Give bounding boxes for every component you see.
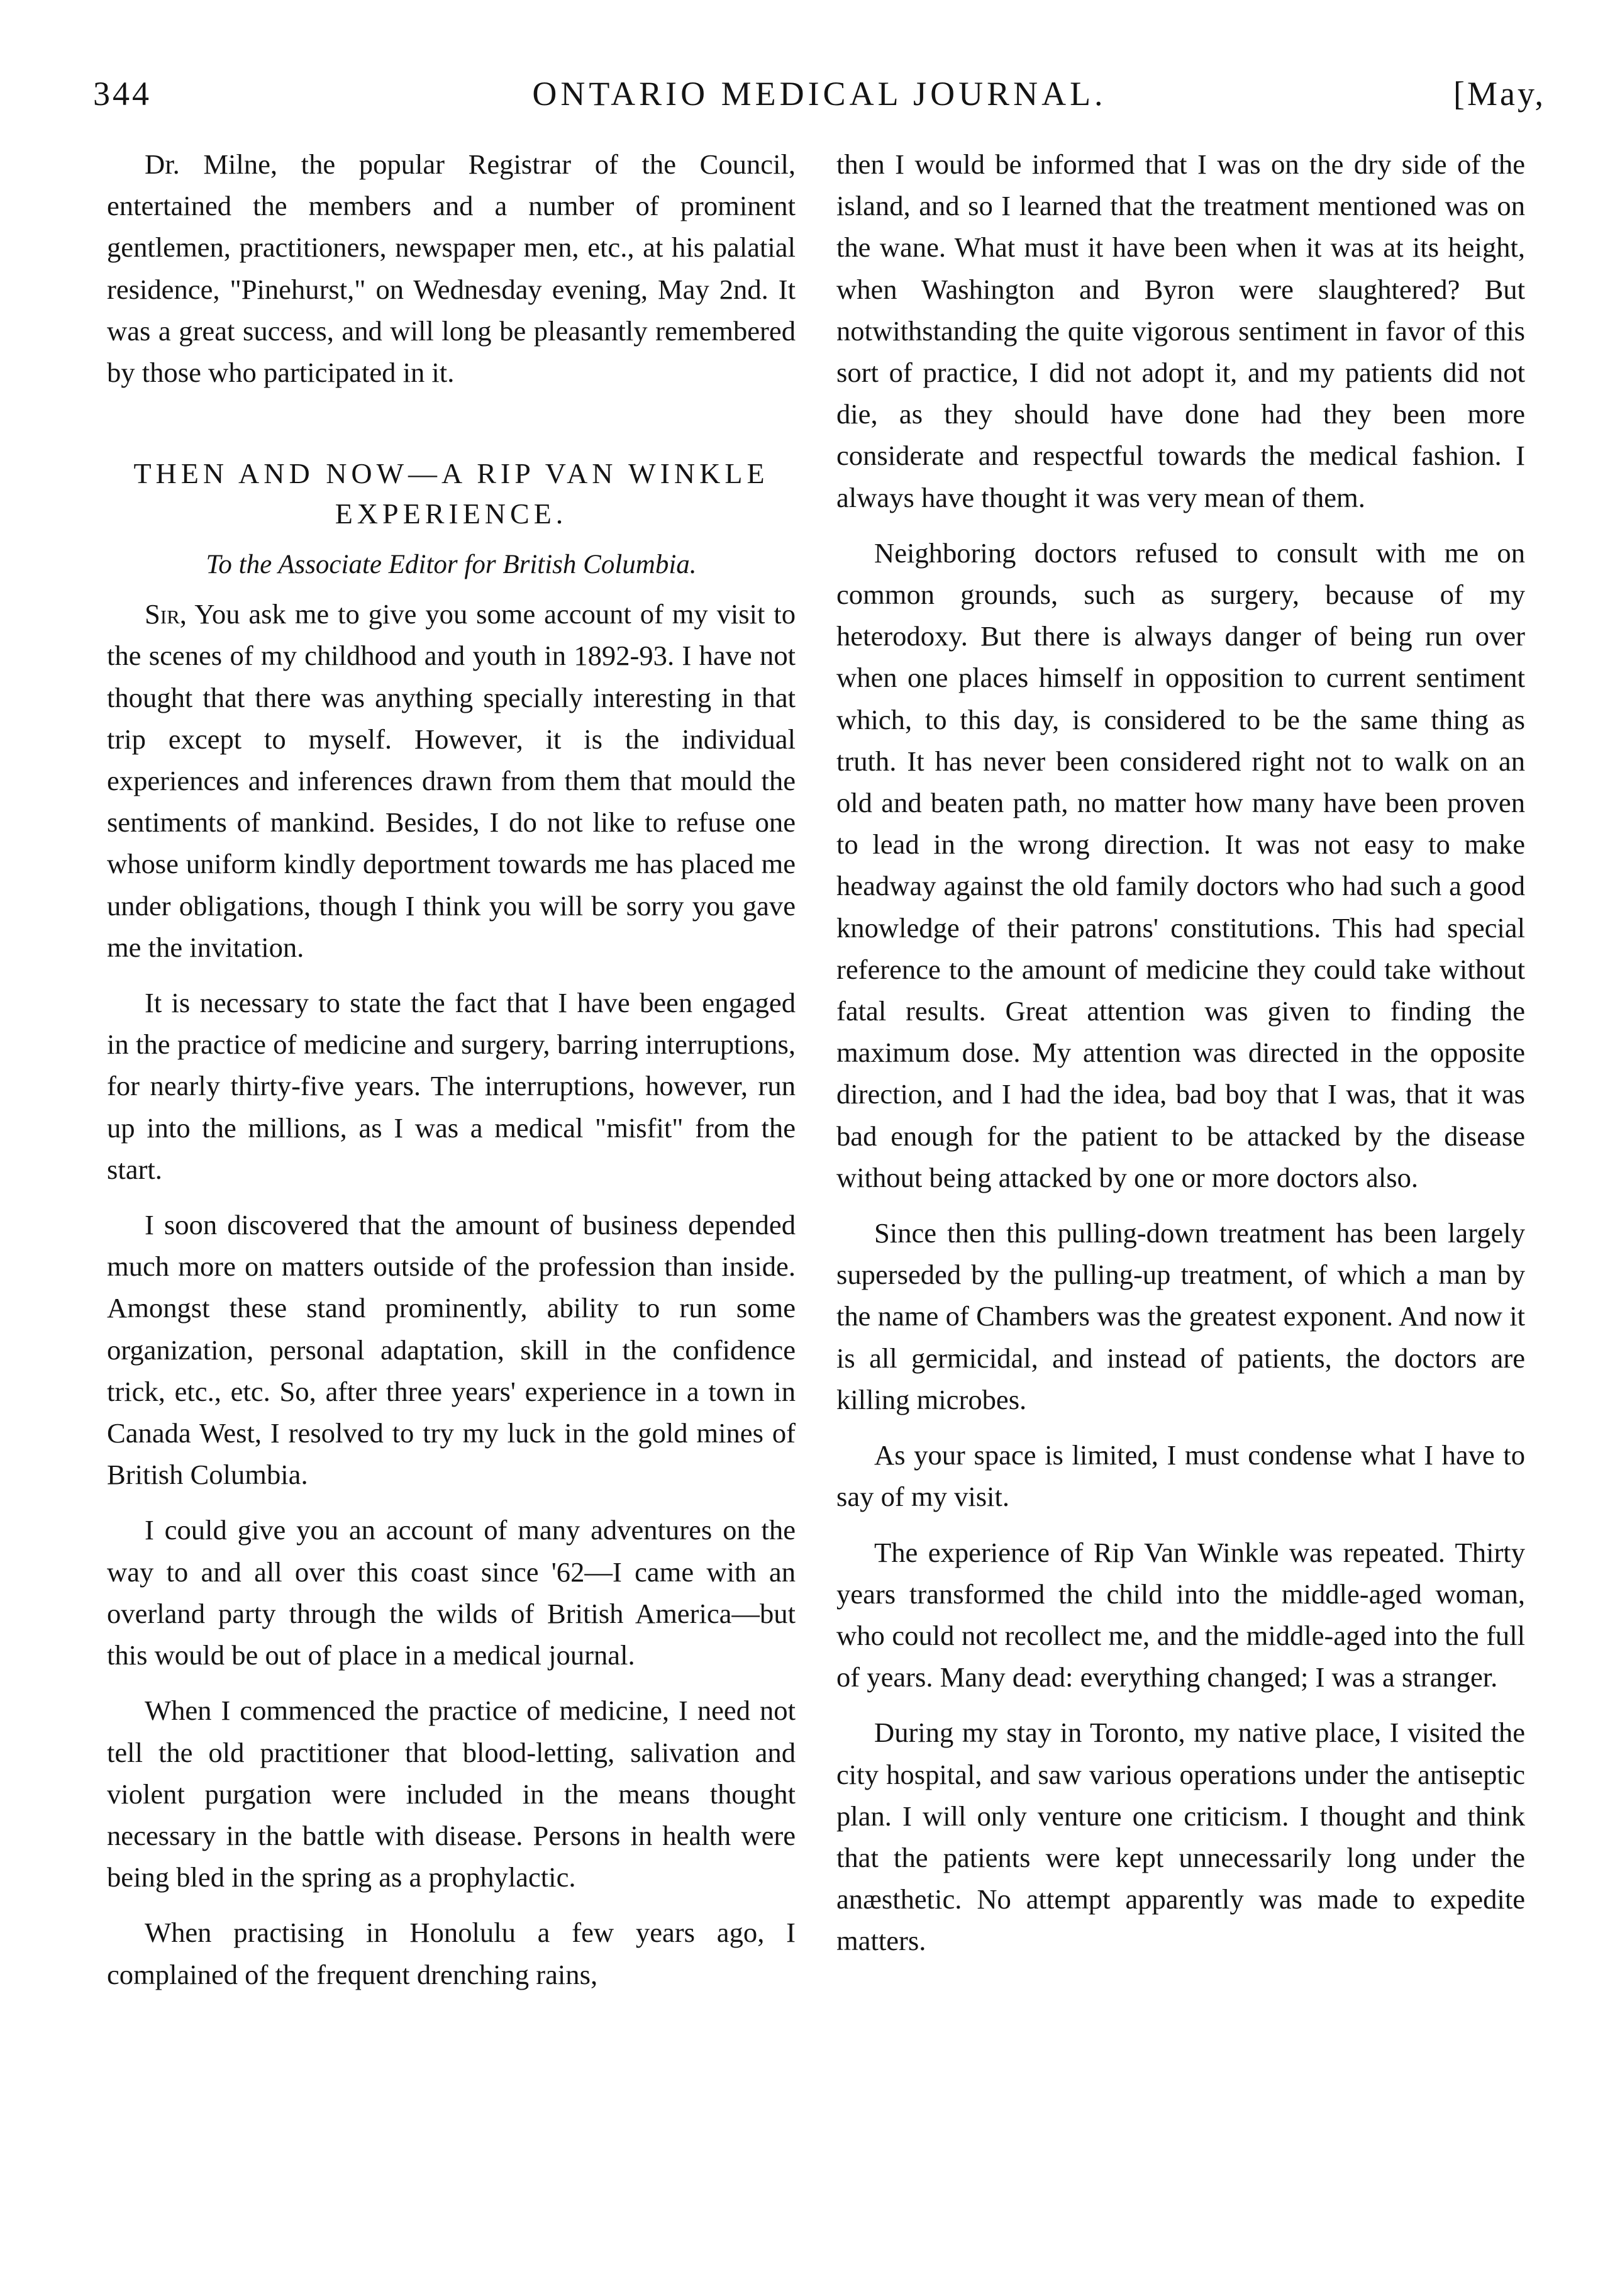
right-column (836, 143, 1525, 1976)
paragraph: I soon discovered that the amount of business depended much more on matters outside of the profession than inside. Amongst these stand prominently, ability to run some organization, personal adaptation, skill in the confidence trick, etc., etc. So, after three years' experience in a town in Canada West, I resolved to try my luck in the gold mines of British Columbia. (107, 1209, 796, 1491)
paragraph-text: You ask me to give you some account of my visit to the scenes of my childhood and youth in 1892-93. I have not thought that there was anything specially interesting in that trip except to myself. However, it is the individual experiences and inferences drawn from them that mould the sentiments of mankind. Besides, I do not like to refuse one whose uniform kindly deportment towards me has placed me under obligations, though I think you will be sorry you gave me the invitation. (107, 598, 796, 963)
paragraph: As your space is limited, I must condense what I have to say of my visit. (836, 1439, 1525, 1513)
paragraph: The experience of Rip Van Winkle was repeated. Thirty years transformed the child into the middle-aged woman, who could not recollect me, and the middle-aged into the full of years. Many dead: everything changed; I was a stranger. (836, 1536, 1525, 1693)
paragraph: When I commenced the practice of medicine, I need not tell the old practitioner that blood-letting, salivation and violent purgation were included in the means thought necessary in the battle with disease. Persons in health were being bled in the spring as a prophylactic. (107, 1695, 796, 1893)
paragraph: then I would be informed that I was on the dry side of the island, and so I learned that the treatment mentioned was on the wane. What must it have been when it was at its height, when Washington and Byron were slaughtered? But notwithstanding the quite vigorous sentiment in favor of this sort of practice, I did not adopt it, and my patients did not die, as they should have done had they been more considerate and respectful towards the medical fashion. I always have thought it was very mean of them. (836, 148, 1525, 513)
paragraph: I could give you an account of many adventures on the way to and all over this coast since '62—I came with an overland party through the wilds of British America—but this would be out of place in a medical journal. (107, 1514, 796, 1671)
journal-title: ONTARIO MEDICAL JOURNAL. (532, 75, 1107, 113)
paragraph: It is necessary to state the fact that I have been engaged in the practice of medicine and surgery, barring interruptions, for nearly thirty-five years. The interruptions, however, run up into the millions, as I was a medical "misfit" from the start. (107, 987, 796, 1185)
salutation: To the Associate Editor for British Columbia. (206, 550, 697, 580)
paragraph: Neighboring doctors refused to consult with me on common grounds, such as surgery, because of my heterodoxy. But there is always danger of being run over when one places himself in opposition to current sentiment which, to this day, is considered to be the same thing as truth. It has never been considered right not to walk on an old and beaten path, no matter how many have been proven to lead in the wrong direction. It was not easy to make headway against the old family doctors who had such a good knowledge of their patrons' constitutions. This had special reference to the amount of medicine they could take without fatal results. Great attention was given to finding the maximum dose. My attention was directed in the opposite direction, and I had the idea, bad boy that I was, that it was bad enough for the patient to be attacked by the disease without being attacked by one or more doctors also. (836, 537, 1525, 1193)
article-title: THEN AND NOW—A RIP VAN WINKLE EXPERIENCE. (133, 457, 769, 530)
sir-salutation: Sir, (145, 598, 187, 630)
left-column (107, 143, 796, 2009)
paragraph (107, 593, 796, 968)
intro-paragraph: Dr. Milne, the popular Registrar of the Council, entertained the members and a number of prominent gentlemen, practitioners, newspaper men, etc., at his palatial residence, "Pinehurst," on Wednesday evening, May 2nd. It was a great success, and will long be pleasantly remembered by those who participated in it. (107, 148, 796, 389)
paragraph: When practising in Honolulu a few years ago, I complained of the frequent drenching rains, (107, 1917, 796, 1990)
issue-month: [May, (1453, 75, 1546, 113)
paragraph: Since then this pulling-down treatment has been largely superseded by the pulling-up treatment, of which a man by the name of Chambers was the greatest exponent. And now it is all germicidal, and instead of patients, the doctors are killing microbes. (836, 1217, 1525, 1415)
running-head (93, 74, 1546, 125)
page-number: 344 (93, 75, 152, 113)
paragraph: During my stay in Toronto, my native place, I visited the city hospital, and saw various operations under the antiseptic plan. I will only venture one criticism. I thought and think that the patients were kept unnecessarily long under the anæsthetic. No attempt apparently was made to expedite matters. (836, 1717, 1525, 1957)
